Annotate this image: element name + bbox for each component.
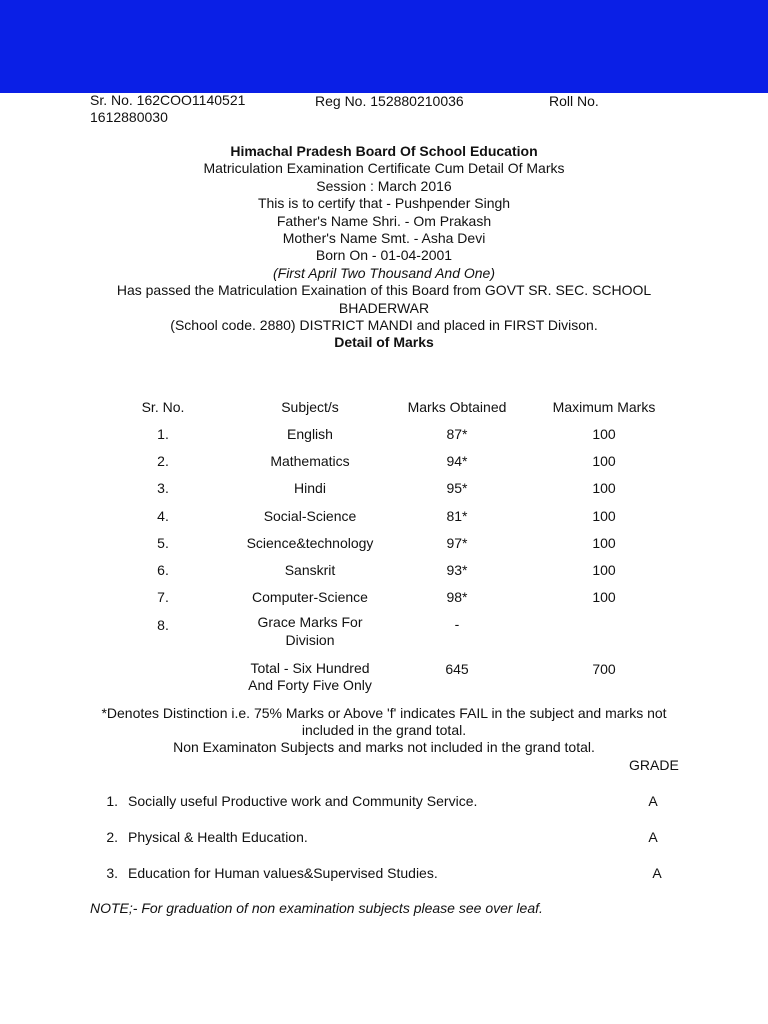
activity-number: 1. xyxy=(106,793,118,809)
roll-number: Roll No. xyxy=(549,93,599,109)
certificate-body xyxy=(90,143,678,352)
row-sr-no: 4. xyxy=(157,508,169,524)
certificate-title: Matriculation Examination Certificate Cum Detail Of Marks xyxy=(203,160,565,177)
activity-name: Physical & Health Education. xyxy=(128,829,308,845)
distinction-note-line-2: included in the grand total. xyxy=(301,722,467,738)
passed-line-1: Has passed the Matriculation Exaination of this Board from GOVT SR. SEC. SCHOOL xyxy=(116,282,652,299)
activity-number: 2. xyxy=(106,829,118,845)
row-marks-obtained: 95* xyxy=(446,480,468,496)
row-maximum-marks: 100 xyxy=(592,453,616,469)
registration-number: Reg No. 152880210036 xyxy=(315,93,464,109)
passed-line-2: BHADERWAR xyxy=(338,299,430,316)
row-marks-obtained: 81* xyxy=(446,508,468,524)
row-subject: Science&technology xyxy=(246,535,374,551)
row-sr-no: 1. xyxy=(157,426,169,442)
row-marks-obtained: 93* xyxy=(446,562,468,578)
total-maximum-marks: 700 xyxy=(592,661,616,677)
passed-line-3: (School code. 2880) DISTRICT MANDI and placed in FIRST Divison. xyxy=(170,316,598,333)
row-maximum-marks: 100 xyxy=(592,508,616,524)
activity-name: Education for Human values&Supervised Studies. xyxy=(128,865,438,881)
serial-number-continued: 1612880030 xyxy=(90,109,168,125)
mother-name: Mother's Name Smt. - Asha Devi xyxy=(282,229,486,246)
row-sr-no: 7. xyxy=(157,589,169,605)
row-subject: Mathematics xyxy=(270,453,350,469)
row-subject: Computer-Science xyxy=(252,589,368,605)
distinction-note-line-1: *Denotes Distinction i.e. 75% Marks or Above 'f' indicates FAIL in the subject and marks not xyxy=(101,705,667,721)
header-subject: Subject/s xyxy=(281,399,339,415)
date-of-birth: Born On - 01-04-2001 xyxy=(315,247,453,264)
non-exam-note: Non Examinaton Subjects and marks not included in the grand total. xyxy=(173,739,595,755)
serial-number: Sr. No. 162COO1140521 xyxy=(90,92,246,108)
total-label-line-2: And Forty Five Only xyxy=(248,677,372,693)
row-maximum-marks: 100 xyxy=(592,589,616,605)
activity-grade: A xyxy=(652,865,662,881)
detail-of-marks-heading: Detail of Marks xyxy=(334,334,434,351)
row-marks-obtained: 87* xyxy=(446,426,468,442)
total-label-line-1: Total - Six Hundred xyxy=(250,660,370,676)
row-maximum-marks: 100 xyxy=(592,426,616,442)
row-marks-obtained: 94* xyxy=(446,453,468,469)
session: Session : March 2016 xyxy=(316,177,452,194)
header-marks-obtained: Marks Obtained xyxy=(407,399,507,415)
total-marks-obtained: 645 xyxy=(445,661,469,677)
row-subject: Social-Science xyxy=(263,508,357,524)
row-maximum-marks: 100 xyxy=(592,535,616,551)
activity-grade: A xyxy=(648,829,658,845)
footer-note: NOTE;- For graduation of non examination subjects please see over leaf. xyxy=(90,900,543,916)
header-maximum-marks: Maximum Marks xyxy=(552,399,656,415)
activity-number: 3. xyxy=(106,865,118,881)
row-marks-obtained: 97* xyxy=(446,535,468,551)
row-sr-no: 3. xyxy=(157,480,169,496)
grace-marks-obtained: - xyxy=(454,616,460,632)
row-maximum-marks: 100 xyxy=(592,480,616,496)
row-sr-no: 2. xyxy=(157,453,169,469)
activity-grade: A xyxy=(648,793,658,809)
grace-subject-line-1: Grace Marks For xyxy=(257,614,363,630)
row-subject: Sanskrit xyxy=(284,562,336,578)
row-sr-no: 5. xyxy=(157,535,169,551)
grace-subject-line-2: Division xyxy=(285,632,335,648)
row-sr-no: 8. xyxy=(157,617,169,633)
father-name: Father's Name Shri. - Om Prakash xyxy=(276,212,492,229)
certify-line: This is to certify that - Pushpender Singh xyxy=(257,195,511,212)
row-marks-obtained: 98* xyxy=(446,589,468,605)
row-maximum-marks: 100 xyxy=(592,562,616,578)
row-subject: Hindi xyxy=(294,480,326,496)
activity-name: Socially useful Productive work and Community Service. xyxy=(128,793,478,809)
board-name: Himachal Pradesh Board Of School Education xyxy=(230,143,538,159)
row-sr-no: 6. xyxy=(157,562,169,578)
row-subject: English xyxy=(287,426,333,442)
grade-heading: GRADE xyxy=(629,757,679,773)
top-banner xyxy=(0,0,768,93)
date-of-birth-words: (First April Two Thousand And One) xyxy=(272,264,495,281)
header-sr-no: Sr. No. xyxy=(141,399,185,415)
